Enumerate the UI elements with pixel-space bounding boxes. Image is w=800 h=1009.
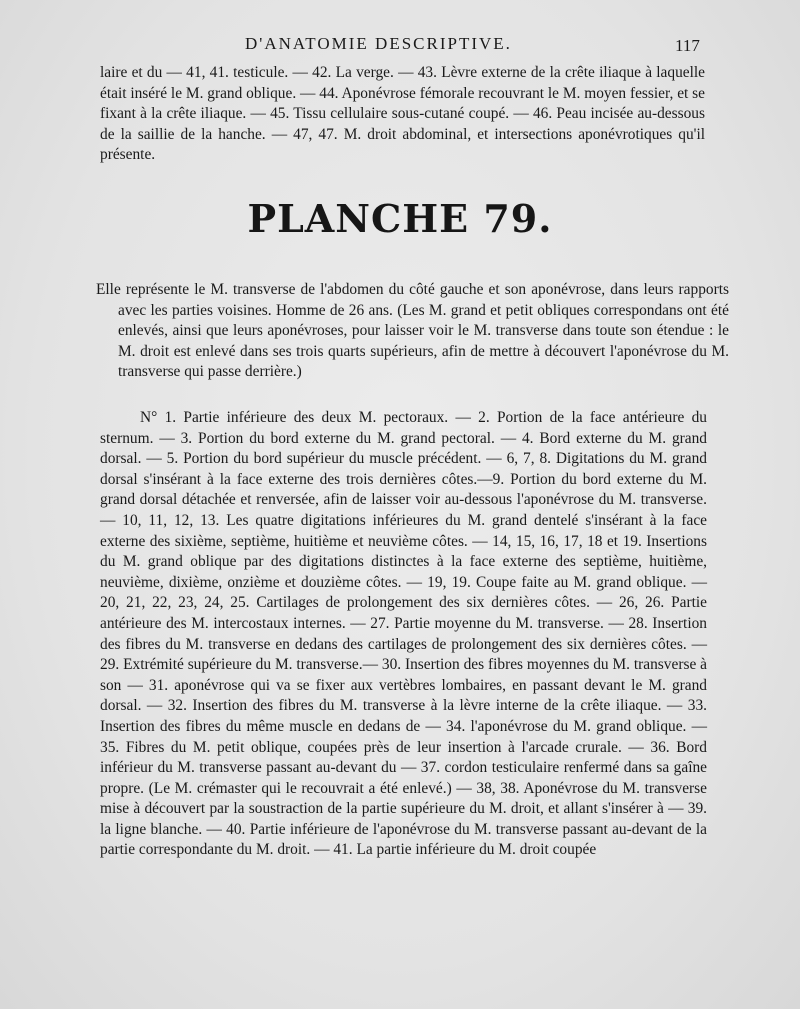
legend-paragraph: [100, 408, 707, 861]
plate-title: PLANCHE 79.: [247, 196, 553, 241]
page-number: 117: [675, 36, 700, 55]
continuation-text: laire et du — 41, 41. testicule. — 42. La verge. — 43. Lèvre externe de la crête iliaque à laquelle était inséré le M. grand oblique. — 44. Aponévrose fémorale recouvrant le M. moyen fessier, et se fixant à la crête iliaque. — 45. Tissu cellulaire sous-cutané coupé. — 46. Peau incisée au-dessous de la saillie de la hanche. — 47, 47. M. droit abdominal, et intersections aponévrotiques qu'il présente.: [100, 64, 705, 164]
page-header: [0, 34, 800, 58]
continuation-paragraph: [100, 63, 705, 166]
intro-text: Elle représente le M. transverse de l'abdomen du côté gauche et son aponévrose, dans leurs rapports avec les parties voisines. Homme de 26 ans. (Les M. grand et petit obliques correspondans ont été enlevés, ainsi que leurs aponévroses, pour laisser voir le M. transverse dans toute son étendue : le M. droit est enlevé dans ses trois quarts supérieurs, afin de mettre à découvert l'aponévrose du M. transverse qui passe derrière.): [96, 281, 729, 381]
running-title: D'ANATOMIE DESCRIPTIVE.: [245, 34, 512, 53]
intro-paragraph: [96, 280, 729, 383]
legend-text: N° 1. Partie inférieure des deux M. pectoraux. — 2. Portion de la face antérieure du sternum. — 3. Portion du bord externe du M. grand pectoral. — 4. Bord externe du M. grand dorsal. — 5. Portion du bord supérieur du muscle précédent. — 6, 7, 8. Digitations du M. grand dorsal s'insérant à la face externe des trois dernières côtes.—9. Portion du bord externe du M. grand dorsal détachée et renversée, afin de laisser voir au-dessous l'aponévrose du M. transverse. — 10, 11, 12, 13. Les quatre digitations inférieures du M. grand dentelé s'insérant à la face externe des sixième, septième, huitième et neuvième côtes. — 14, 15, 16, 17, 18 et 19. Insertions du M. grand oblique par des digitations distinctes à la face externe des septième, huitième, neuvième, dixième, onzième et douzième côtes. — 19, 19. Coupe faite au M. grand oblique. — 20, 21, 22, 23, 24, 25. Cartilages de prolongement des six dernières côtes. — 26, 26. Partie antérieure des M. intercostaux internes. — 27. Partie moyenne du M. transverse. — 28. Insertion des fibres du M. transverse en dedans des cartilages de prolongement des six dernières côtes. — 29. Extrémité supérieure du M. transverse.— 30. Insertion des fibres moyennes du M. transverse à son — 31. aponévrose qui va se fixer aux vertèbres lombaires, en passant devant le M. grand dorsal. — 32. Insertion des fibres du M. transverse à la lèvre interne de la crête iliaque. — 33. Insertion des fibres du même muscle en dedans de — 34. l'aponévrose du M. grand oblique. — 35. Fibres du M. petit oblique, coupées près de leur insertion à l'arcade crurale. — 36. Bord inférieur du M. transverse passant au-devant du — 37. cordon testiculaire renfermé dans sa gaîne propre. (Le M. crémaster qui le recouvrait a été enlevé.) — 38, 38. Aponévrose du M. transverse mise à découvert par la soustraction de la partie supérieure du M. droit, et allant s'insérer à — 39. la ligne blanche. — 40. Partie inférieure de l'aponévrose du M. transverse passant au-devant de la partie correspondante du M. droit. — 41. La partie inférieure du M. droit coupée: [100, 409, 707, 859]
